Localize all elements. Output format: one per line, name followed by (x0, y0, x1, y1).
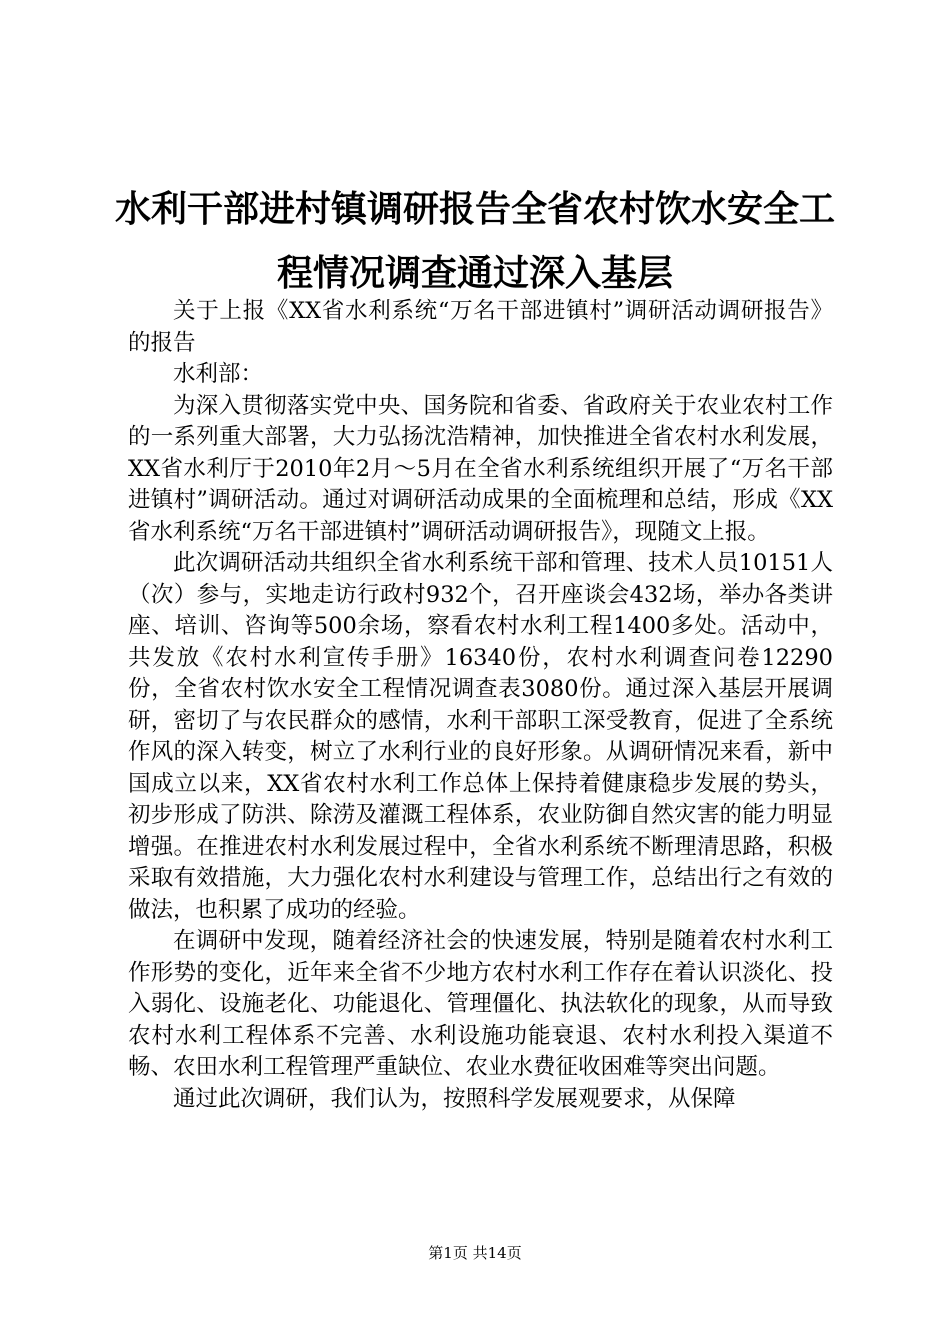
paragraph: 通过此次调研，我们认为，按照科学发展观要求，从保障 (173, 1085, 736, 1112)
document-title: 水利干部进村镇调研报告全省农村饮水安全工程情况调查通过深入基层 (114, 189, 835, 294)
document-body (128, 296, 833, 1115)
paragraph: 在调研中发现，随着经济社会的快速发展，特别是随着农村水利工作形势的变化，近年来全省不少地方农村水利工作存在着认识淡化、投入弱化、设施老化、功能退化、管理僵化、执法软化的现象，从而导致农村水利工程体系不完善、水利设施功能衰退、农村水利投入渠道不畅、农田水利工程管理严重缺位、农业水费征收困难等突出问题。 (128, 928, 833, 1080)
paragraph: 为深入贯彻落实党中央、国务院和省委、省政府关于农业农村工作的一系列重大部署，大力弘扬沈浩精神，加快推进全省农村水利发展，XX省水利厅于2010年2月～5月在全省水利系统组织开展了“万名干部进镇村”调研活动。通过对调研活动成果的全面梳理和总结，形成《XX省水利系统“万名干部进镇村”调研活动调研报告》，现随文上报。 (128, 392, 833, 545)
paragraph-subject: 关于上报《XX省水利系统“万名干部进镇村”调研活动调研报告》的报告 (128, 298, 833, 356)
paragraph: 此次调研活动共组织全省水利系统干部和管理、技术人员10151人（次）参与，实地走访行政村932个，召开座谈会432场，举办各类讲座、培训、咨询等500余场，察看农村水利工程1400多处。活动中，共发放《农村水利宣传手册》16340份，农村水利调查问卷12290份，全省农村饮水安全工程情况调查表3080份。通过深入基层开展调研，密切了与农民群众的感情，水利干部职工深受教育，促进了全系统作风的深入转变，树立了水利行业的良好形象。从调研情况来看，新中国成立以来，XX省农村水利工作总体上保持着健康稳步发展的势头，初步形成了防洪、除涝及灌溉工程体系，农业防御自然灾害的能力明显增强。在推进农村水利发展过程中，全省水利系统不断理清思路，积极采取有效措施，大力强化农村水利建设与管理工作，总结出行之有效的做法，也积累了成功的经验。 (128, 550, 833, 923)
page-number-footer: 第1页 共14页 (428, 1244, 522, 1262)
paragraph-salutation: 水利部： (173, 361, 264, 387)
